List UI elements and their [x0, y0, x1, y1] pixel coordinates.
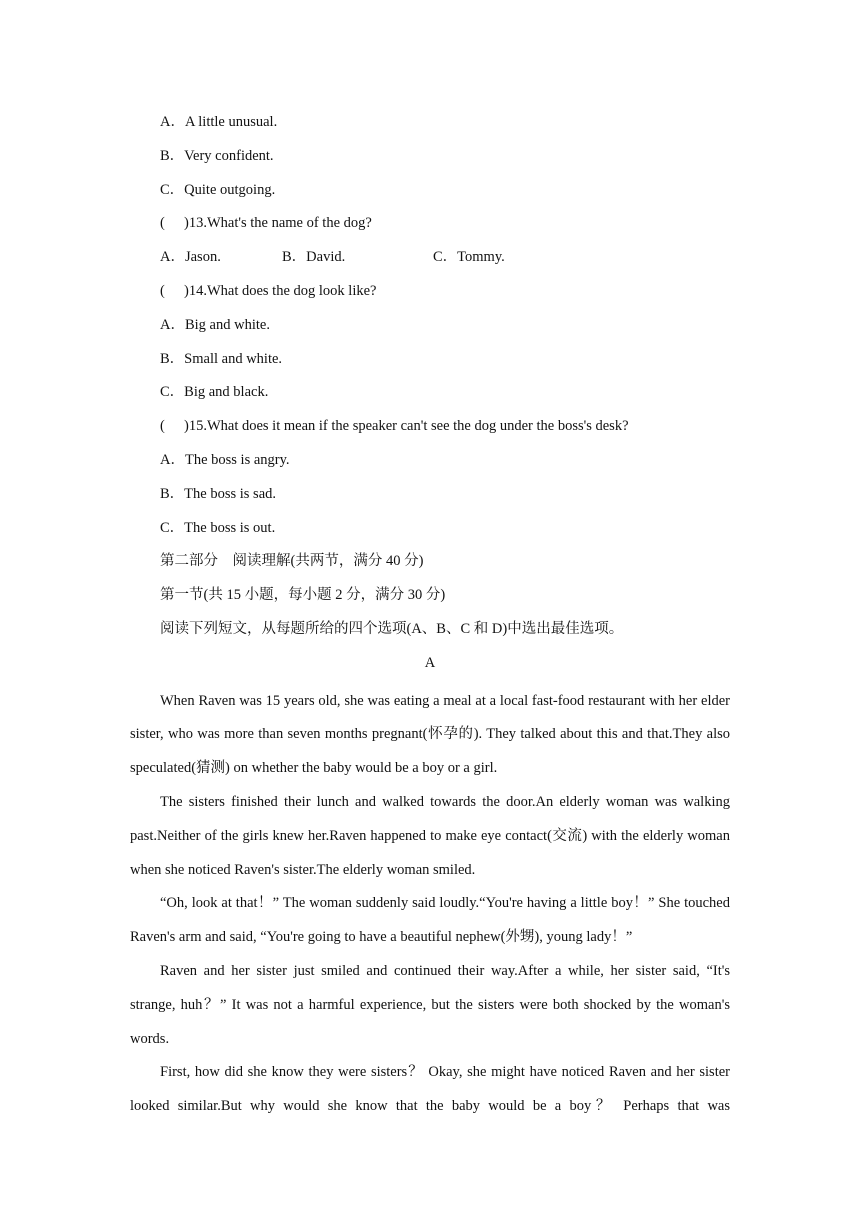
q12-option-b: B．Very confident.: [160, 147, 274, 164]
q14-option-b: B．Small and white.: [160, 350, 283, 367]
q13-option-a: A．Jason.: [160, 249, 221, 266]
q12-option-c: C．Quite outgoing.: [160, 181, 276, 198]
q14-option-a: A．Big and white.: [160, 316, 270, 333]
q13-options: [130, 245, 730, 279]
passage-label: A: [424, 654, 436, 671]
q15-option-b: B．The boss is sad.: [160, 485, 276, 502]
q13-option-b: B．David.: [282, 249, 346, 266]
question-14: [130, 279, 730, 313]
passage-paragraph: The sisters finished their lunch and walked towards the door.An elderly woman was walking past.Neither of the girls knew her.Raven happened to make eye contact(交流) with the elderly woman when she noticed Raven's sister.The elderly woman smiled.: [130, 793, 730, 878]
q14-option-c: C．Big and black.: [160, 384, 269, 401]
q13-option-c: C．Tommy.: [433, 249, 505, 266]
passage-paragraph: Raven and her sister just smiled and continued their way.After a while, her sister said, “It's strange, huh？” It was not a harmful experience, but the sisters were both shocked by the woman's words.: [130, 962, 730, 1047]
answer-blank-15: (: [160, 418, 165, 435]
page-content: [130, 110, 730, 1124]
q15-option-a: A．The boss is angry.: [160, 451, 290, 468]
passage-paragraph: First, how did she know they were sisters？ Okay, she might have noticed Raven and her sister looked similar.But why would she know that the baby would be a boy？ Perhaps that was: [130, 1064, 730, 1115]
q15-option-c: C．The boss is out.: [160, 519, 276, 536]
passage-paragraph: When Raven was 15 years old, she was eating a meal at a local fast-food restaurant with her elder sister, who was more than seven months pregnant(怀孕的). They talked about this and that.They also speculated(猜测) on whether the baby would be a boy or a girl.: [130, 692, 730, 777]
section1-heading: 第一节(共 15 小题，每小题 2 分，满分 30 分): [160, 587, 446, 604]
question-13-stem: )13.What's the name of the dog?: [184, 215, 372, 232]
question-14-stem: )14.What does the dog look like?: [184, 282, 377, 299]
question-13: [130, 211, 730, 245]
passage-paragraph: “Oh, look at that！” The woman suddenly said loudly.“You're having a little boy！” She touched Raven's arm and said, “You're going to have a beautiful nephew(外甥), young lady！”: [130, 895, 730, 946]
part2-heading: 第二部分 阅读理解(共两节，满分 40 分): [160, 553, 424, 570]
answer-blank-14: (: [160, 282, 165, 299]
question-15: [130, 414, 730, 448]
q12-option-a: A．A little unusual.: [160, 114, 278, 130]
answer-blank-13: (: [160, 215, 165, 232]
question-15-stem: )15.What does it mean if the speaker can't see the dog under the boss's desk?: [184, 418, 629, 435]
reading-instruction: 阅读下列短文，从每题所给的四个选项(A、B、C 和 D)中选出最佳选项。: [160, 620, 624, 637]
